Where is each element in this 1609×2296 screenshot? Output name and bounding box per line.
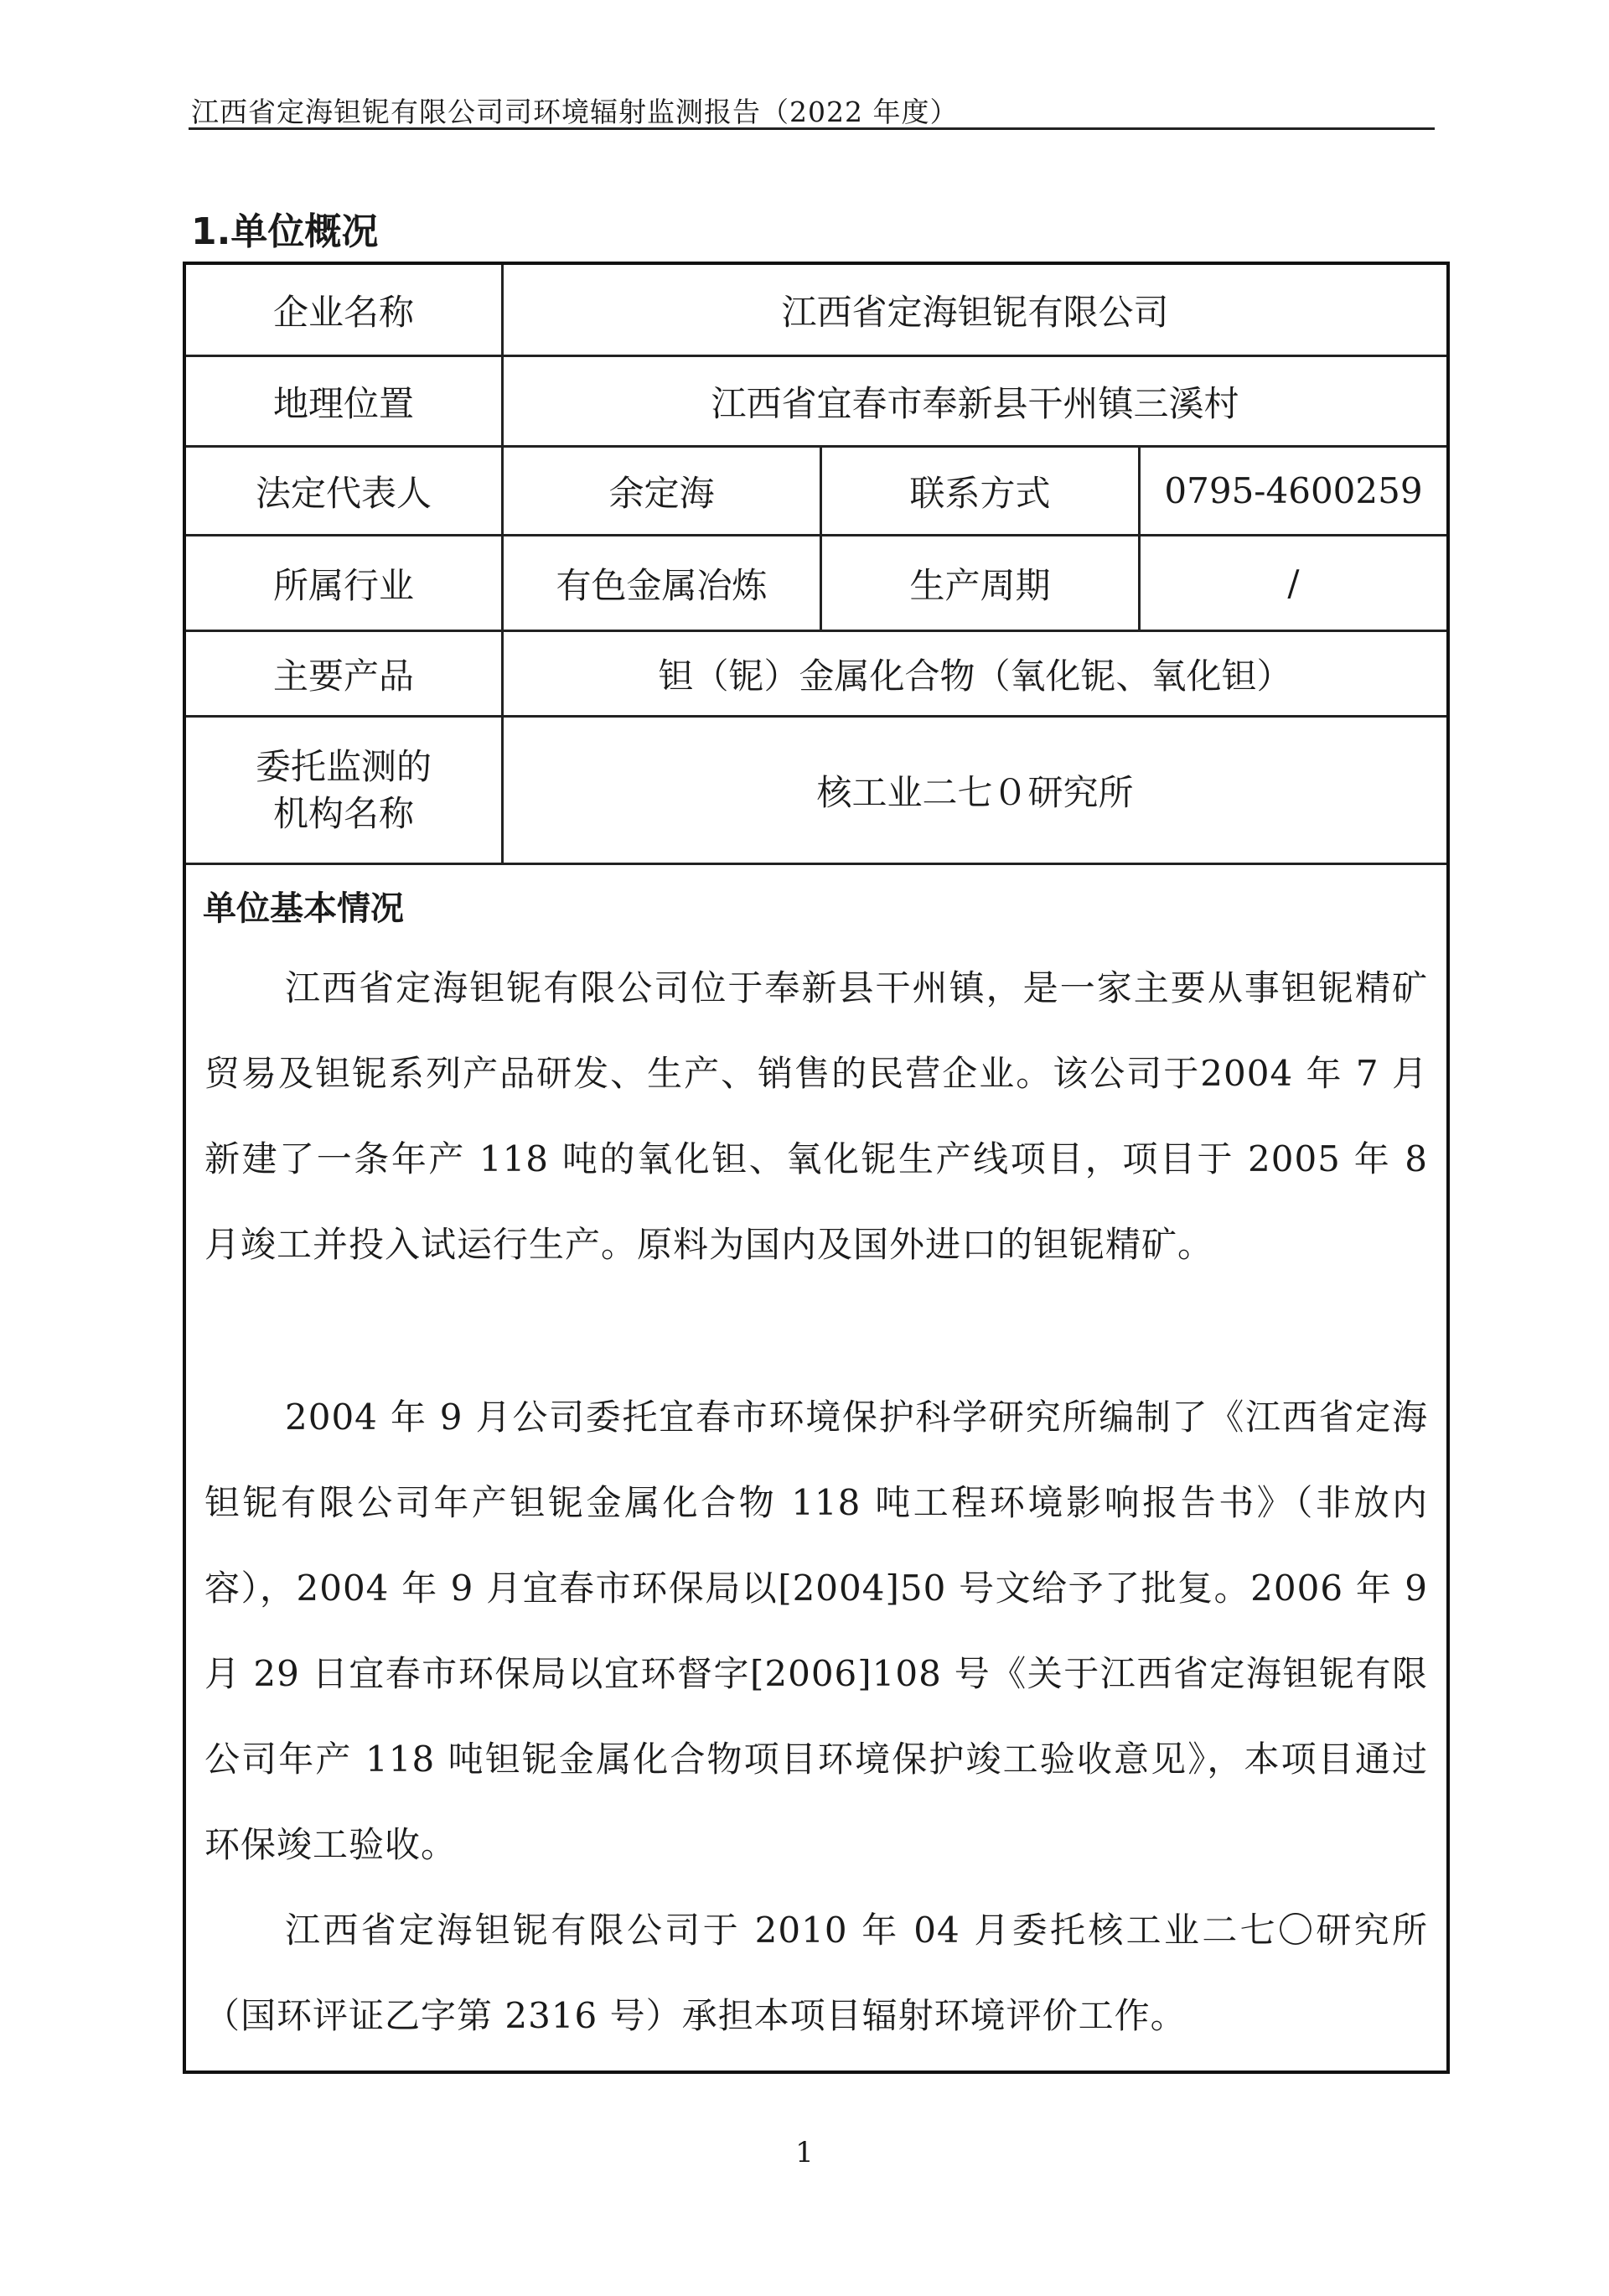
product-label: 主要产品 [272,655,414,697]
company-name-value: 江西省定海钽铌有限公司 [501,265,1446,355]
basic-info-paragraph-1: 江西省定海钽铌有限公司位于奉新县干州镇，是一家主要从事钽铌精矿贸易及钽铌系列产品研发、生产、销售的民营企业。该公司于2004 年 7 月新建了一条年产 118 吨的氧化钽、氧化铌生产线项目，项目于 2005 年 8 月竣工并投入试运行生产。原料为国内及国外进口的钽铌精矿。 [204,967,1428,1265]
cycle-label: 生产周期 [820,536,1138,630]
industry-value: 有色金属冶炼 [501,536,820,630]
page-number: 1 [795,2136,814,2169]
row-legal-rep [186,448,1446,536]
report-header-title: 江西省定海钽铌有限公司司环境辐射监测报告（2022 年度） [191,96,959,128]
contact-value: 0795-4600259 [1138,448,1446,534]
basic-info-title: 单位基本情况 [203,889,404,928]
industry-label: 所属行业 [272,564,414,606]
agency-label-line2: 机构名称 [272,792,414,834]
product-value: 钽（铌）金属化合物（氧化铌、氧化钽） [501,632,1446,715]
row-industry [186,536,1446,632]
section-title: 1.单位概况 [191,210,379,253]
cycle-value: / [1138,536,1446,630]
header-divider [189,127,1435,130]
legal-rep-label: 法定代表人 [255,472,432,514]
legal-rep-value: 余定海 [501,448,820,534]
location-label: 地理位置 [272,382,414,424]
agency-value: 核工业二七０研究所 [501,718,1446,863]
row-company-name [186,265,1446,357]
row-location [186,357,1446,448]
basic-info-paragraph-2: 2004 年 9 月公司委托宜春市环境保护科学研究所编制了《江西省定海钽铌有限公司年产钽铌金属化合物 118 吨工程环境影响报告书》（非放内容），2004 年 9 月宜春市环保局以[2004]50 号文给予了批复。2006 年 9 月 29 日宜春市环保局以宜环督字[2006]108 号《关于江西省定海钽铌有限公司年产 118 吨钽铌金属化合物项目环境保护竣工验收意见》，本项目通过环保竣工验收。 [204,1397,1428,1865]
company-name-label: 企业名称 [272,291,414,333]
basic-info-paragraph-3: 江西省定海钽铌有限公司于 2010 年 04 月委托核工业二七〇研究所（国环评证乙字第 2316 号）承担本项目辐射环境评价工作。 [204,1910,1428,2036]
location-value: 江西省宜春市奉新县干州镇三溪村 [501,357,1446,445]
row-products [186,632,1446,718]
contact-label: 联系方式 [820,448,1138,534]
unit-overview-table [183,262,1450,2074]
row-monitoring-agency [186,718,1446,865]
agency-label-line1: 委托监测的 [255,745,432,787]
agency-label [186,718,501,863]
